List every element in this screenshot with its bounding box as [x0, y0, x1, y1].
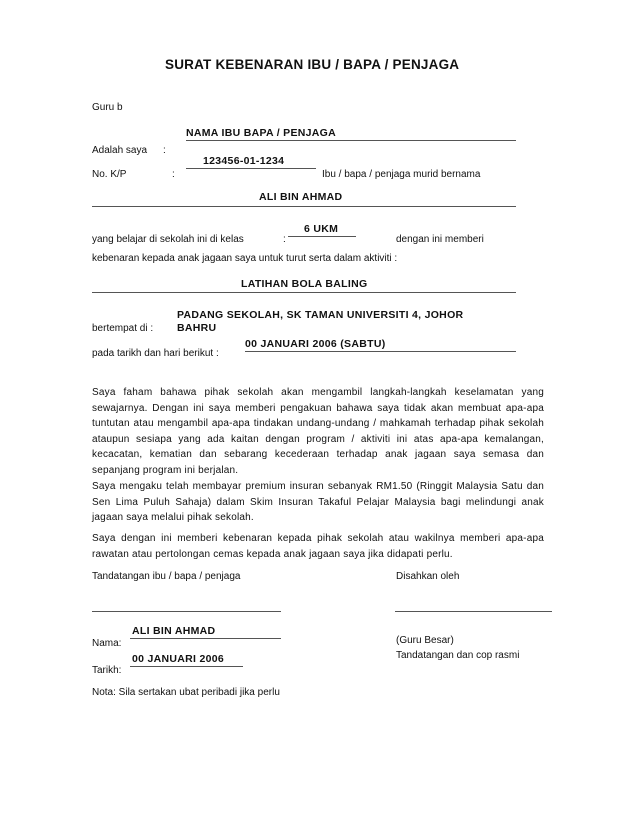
parent-name-line	[186, 140, 516, 141]
date-label: pada tarikh dan hari berikut :	[92, 348, 219, 359]
disclaimer-paragraph: Saya faham bahawa pihak sekolah akan mengambil langkah-langkah keselamatan yang sewajarnya. Dengan ini saya memberi pengakuan bahawa saya tidak akan membuat apa-apa tuntutan atau mengambil apa-apa tindakan undang-undang / mahkamah terhadap pihak sekolah ataupun sesiapa yang ada kaitan dengan program / aktiviti ini atas apa-apa kemalangan, kecacatan, kematian dan sebarang kecederaan terhadap anak jagaan saya semasa dan sepanjang program ini berjalan.	[92, 387, 544, 476]
headmaster-signature-line	[395, 611, 552, 612]
class-colon: :	[283, 234, 286, 245]
class-prefix-text: yang belajar di sekolah ini di kelas	[92, 234, 244, 245]
note-text: Nota: Sila sertakan ubat peribadi jika perlu	[92, 687, 280, 698]
venue-value-line2: BAHRU	[177, 322, 217, 334]
salutation: Guru b	[92, 102, 123, 113]
signer-name-value: ALI BIN AHMAD	[132, 625, 216, 637]
tarikh-label: Tarikh:	[92, 665, 122, 676]
verified-by-label: Disahkan oleh	[396, 571, 460, 582]
parent-signature-label: Tandatangan ibu / bapa / penjaga	[92, 571, 241, 582]
document-title: SURAT KEBENARAN IBU / BAPA / PENJAGA	[165, 57, 460, 72]
headmaster-label: (Guru Besar)	[396, 635, 454, 646]
adalah-saya-label: Adalah saya	[92, 145, 148, 156]
class-suffix-text: dengan ini memberi	[396, 234, 484, 245]
official-stamp-label: Tandatangan dan cop rasmi	[396, 650, 520, 661]
sign-date-value: 00 JANUARI 2006	[132, 653, 225, 665]
class-line	[288, 236, 356, 237]
student-name-line	[92, 206, 516, 207]
activity-value: LATIHAN BOLA BALING	[241, 278, 368, 290]
sign-date-line	[130, 666, 243, 667]
student-name-value: ALI BIN AHMAD	[259, 191, 343, 203]
venue-value-line1: PADANG SEKOLAH, SK TAMAN UNIVERSITI 4, JOHOR	[177, 309, 464, 321]
activity-line	[92, 292, 516, 293]
signer-name-line	[130, 638, 281, 639]
ic-suffix-text: Ibu / bapa / penjaga murid bernama	[322, 169, 481, 180]
parent-name-value: NAMA IBU BAPA / PENJAGA	[186, 127, 337, 139]
adalah-saya-colon: :	[163, 145, 166, 156]
insurance-paragraph: Saya mengaku telah membayar premium insuran sebanyak RM1.50 (Ringgit Malaysia Satu dan Sen Lima Puluh Sahaja) dalam Skim Insuran Takaful Pelajar Malaysia bagi melindungi anak jagaan saya melalui pihak sekolah.	[92, 481, 544, 524]
date-value: 00 JANUARI 2006 (SABTU)	[245, 338, 386, 350]
first-aid-paragraph: Saya dengan ini memberi kebenaran kepada pihak sekolah atau wakilnya memberi apa-apa rawatan atau pertolongan cemas kepada anak jagaan saya jika didapati perlu.	[92, 533, 544, 560]
activity-intro-text: kebenaran kepada anak jagaan saya untuk turut serta dalam aktiviti :	[92, 253, 398, 264]
venue-label: bertempat di :	[92, 323, 154, 334]
parent-signature-line	[92, 611, 281, 612]
ic-label: No. K/P	[92, 169, 127, 180]
ic-colon: :	[172, 169, 175, 180]
ic-number-line	[186, 168, 316, 169]
ic-number-value: 123456-01-1234	[203, 155, 285, 167]
class-value: 6 UKM	[304, 223, 339, 235]
date-line	[245, 351, 516, 352]
nama-label: Nama:	[92, 638, 122, 649]
